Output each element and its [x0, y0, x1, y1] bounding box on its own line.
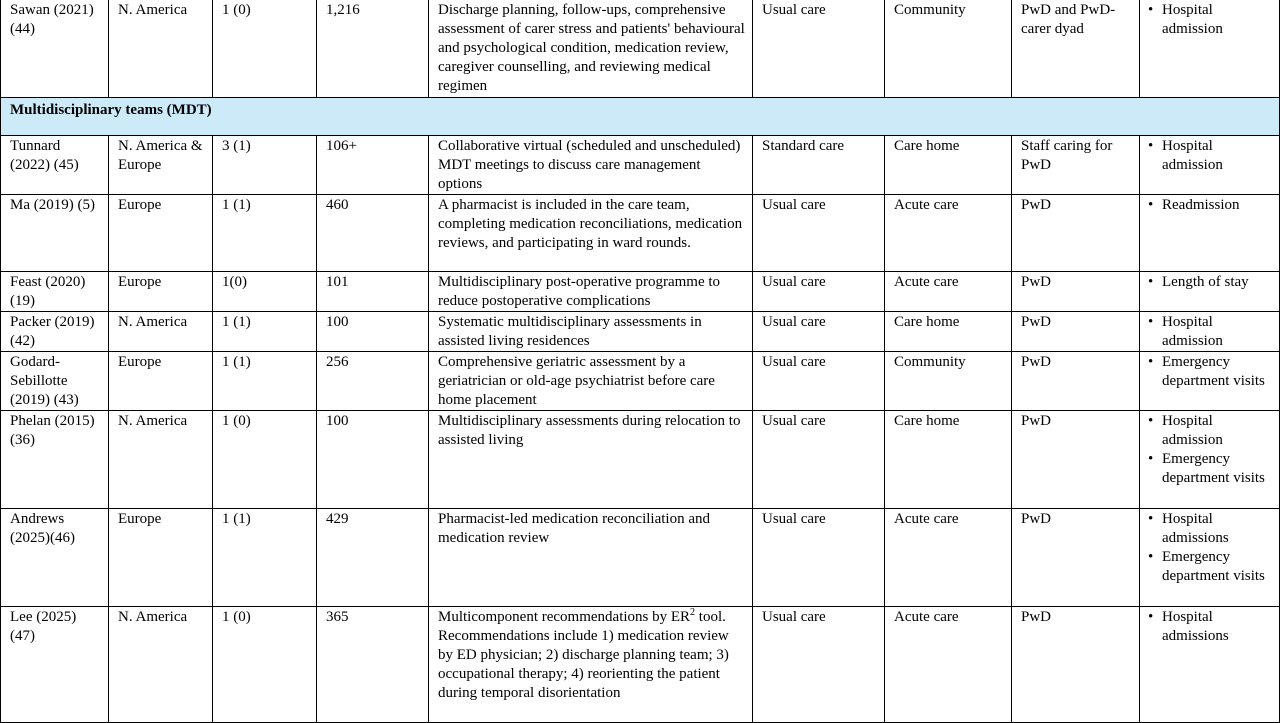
setting-cell: Care home [885, 411, 1012, 509]
study-cell: Andrews (2025)(46) [1, 509, 109, 607]
outcomes-cell [1140, 509, 1280, 607]
study-cell: Ma (2019) (5) [1, 195, 109, 272]
region-cell: Europe [109, 272, 213, 312]
comparator-cell: Usual care [753, 0, 885, 98]
sample-size-cell: 256 [317, 352, 429, 411]
count-cell: 1 (1) [213, 312, 317, 352]
table-row [1, 272, 1280, 312]
region-cell: N. America [109, 411, 213, 509]
study-cell: Sawan (2021) (44) [1, 0, 109, 98]
outcomes-cell [1140, 352, 1280, 411]
sample-size-cell: 100 [317, 411, 429, 509]
population-cell: PwD [1012, 195, 1140, 272]
sample-size-cell: 429 [317, 509, 429, 607]
outcomes-cell [1140, 607, 1280, 723]
table-row [1, 312, 1280, 352]
intervention-cell [429, 607, 753, 723]
intervention-cell: Systematic multidisciplinary assessments in assisted living residences [429, 312, 753, 352]
count-cell: 1 (1) [213, 195, 317, 272]
intervention-cell: Multidisciplinary assessments during relocation to assisted living [429, 411, 753, 509]
setting-cell: Acute care [885, 509, 1012, 607]
intervention-cell: Pharmacist-led medication reconciliation and medication review [429, 509, 753, 607]
intervention-text-suffix: tool. Recommendations include 1) medication review by ED physician; 2) discharge planning team; 3) occupational therapy; 4) reorienting the patient during temporal disorientation [438, 609, 729, 701]
comparator-cell: Standard care [753, 136, 885, 195]
sample-size-cell: 101 [317, 272, 429, 312]
population-cell: PwD [1012, 607, 1140, 723]
count-cell: 1 (0) [213, 0, 317, 98]
sample-size-cell: 106+ [317, 136, 429, 195]
section-header-row [1, 98, 1280, 136]
outcome-item: • Hospital admission [1148, 313, 1274, 351]
outcomes-cell [1140, 312, 1280, 352]
population-cell: PwD [1012, 272, 1140, 312]
comparator-cell: Usual care [753, 509, 885, 607]
outcome-item: • Length of stay [1148, 273, 1274, 292]
study-cell: Packer (2019) (42) [1, 312, 109, 352]
table-row [1, 411, 1280, 509]
comparator-cell: Usual care [753, 411, 885, 509]
study-cell: Tunnard (2022) (45) [1, 136, 109, 195]
comparator-cell: Usual care [753, 607, 885, 723]
table-row [1, 136, 1280, 195]
outcomes-cell [1140, 136, 1280, 195]
outcome-item: • Hospital admissions [1148, 510, 1274, 548]
outcome-item: • Emergency department visits [1148, 450, 1274, 488]
count-cell: 1 (1) [213, 509, 317, 607]
comparator-cell: Usual care [753, 352, 885, 411]
outcome-item: • Emergency department visits [1148, 353, 1274, 391]
population-cell: PwD [1012, 411, 1140, 509]
population-cell: PwD [1012, 509, 1140, 607]
region-cell: N. America [109, 607, 213, 723]
outcome-item: • Emergency department visits [1148, 548, 1274, 586]
outcome-item: • Hospital admission [1148, 1, 1274, 39]
region-cell: N. America [109, 0, 213, 98]
comparator-cell: Usual care [753, 312, 885, 352]
count-cell: 1 (0) [213, 607, 317, 723]
setting-cell: Acute care [885, 272, 1012, 312]
outcome-item: • Hospital admissions [1148, 608, 1274, 646]
region-cell: Europe [109, 509, 213, 607]
setting-cell: Community [885, 352, 1012, 411]
study-cell: Feast (2020) (19) [1, 272, 109, 312]
table-row [1, 195, 1280, 272]
study-cell: Phelan (2015) (36) [1, 411, 109, 509]
intervention-cell: Comprehensive geriatric assessment by a geriatrician or old-age psychiatrist before care home placement [429, 352, 753, 411]
count-cell: 1(0) [213, 272, 317, 312]
outcomes-cell [1140, 272, 1280, 312]
comparator-cell: Usual care [753, 195, 885, 272]
population-cell: PwD [1012, 352, 1140, 411]
setting-cell: Acute care [885, 607, 1012, 723]
table-row [1, 607, 1280, 723]
setting-cell: Community [885, 0, 1012, 98]
count-cell: 1 (1) [213, 352, 317, 411]
intervention-cell: Discharge planning, follow-ups, comprehensive assessment of carer stress and patients' behavioural and psychological condition, medication review, caregiver counselling, and reviewing medical regimen [429, 0, 753, 98]
study-cell: Lee (2025) (47) [1, 607, 109, 723]
setting-cell: Care home [885, 136, 1012, 195]
sample-size-cell: 100 [317, 312, 429, 352]
region-cell: Europe [109, 195, 213, 272]
outcome-item: • Hospital admission [1148, 412, 1274, 450]
superscript: 2 [690, 607, 696, 618]
outcomes-cell [1140, 411, 1280, 509]
sample-size-cell: 460 [317, 195, 429, 272]
intervention-cell: Collaborative virtual (scheduled and unscheduled) MDT meetings to discuss care management options [429, 136, 753, 195]
intervention-text-prefix: Multicomponent recommendations by ER [438, 609, 691, 625]
region-cell: N. America [109, 312, 213, 352]
population-cell: PwD and PwD-carer dyad [1012, 0, 1140, 98]
setting-cell: Acute care [885, 195, 1012, 272]
table-row [1, 509, 1280, 607]
sample-size-cell: 365 [317, 607, 429, 723]
setting-cell: Care home [885, 312, 1012, 352]
count-cell: 3 (1) [213, 136, 317, 195]
population-cell: Staff caring for PwD [1012, 136, 1140, 195]
outcomes-cell [1140, 195, 1280, 272]
outcome-item: • Hospital admission [1148, 137, 1274, 175]
section-header: Multidisciplinary teams (MDT) [1, 98, 1280, 136]
sample-size-cell: 1,216 [317, 0, 429, 98]
comparator-cell: Usual care [753, 272, 885, 312]
table-row [1, 0, 1280, 98]
study-cell: Godard-Sebillotte (2019) (43) [1, 352, 109, 411]
outcome-item: • Readmission [1148, 196, 1274, 215]
intervention-cell: Multidisciplinary post-operative programme to reduce postoperative complications [429, 272, 753, 312]
outcomes-cell [1140, 0, 1280, 98]
region-cell: Europe [109, 352, 213, 411]
count-cell: 1 (0) [213, 411, 317, 509]
table-row [1, 352, 1280, 411]
intervention-cell: A pharmacist is included in the care team, completing medication reconciliations, medication reviews, and participating in ward rounds. [429, 195, 753, 272]
population-cell: PwD [1012, 312, 1140, 352]
region-cell: N. America & Europe [109, 136, 213, 195]
